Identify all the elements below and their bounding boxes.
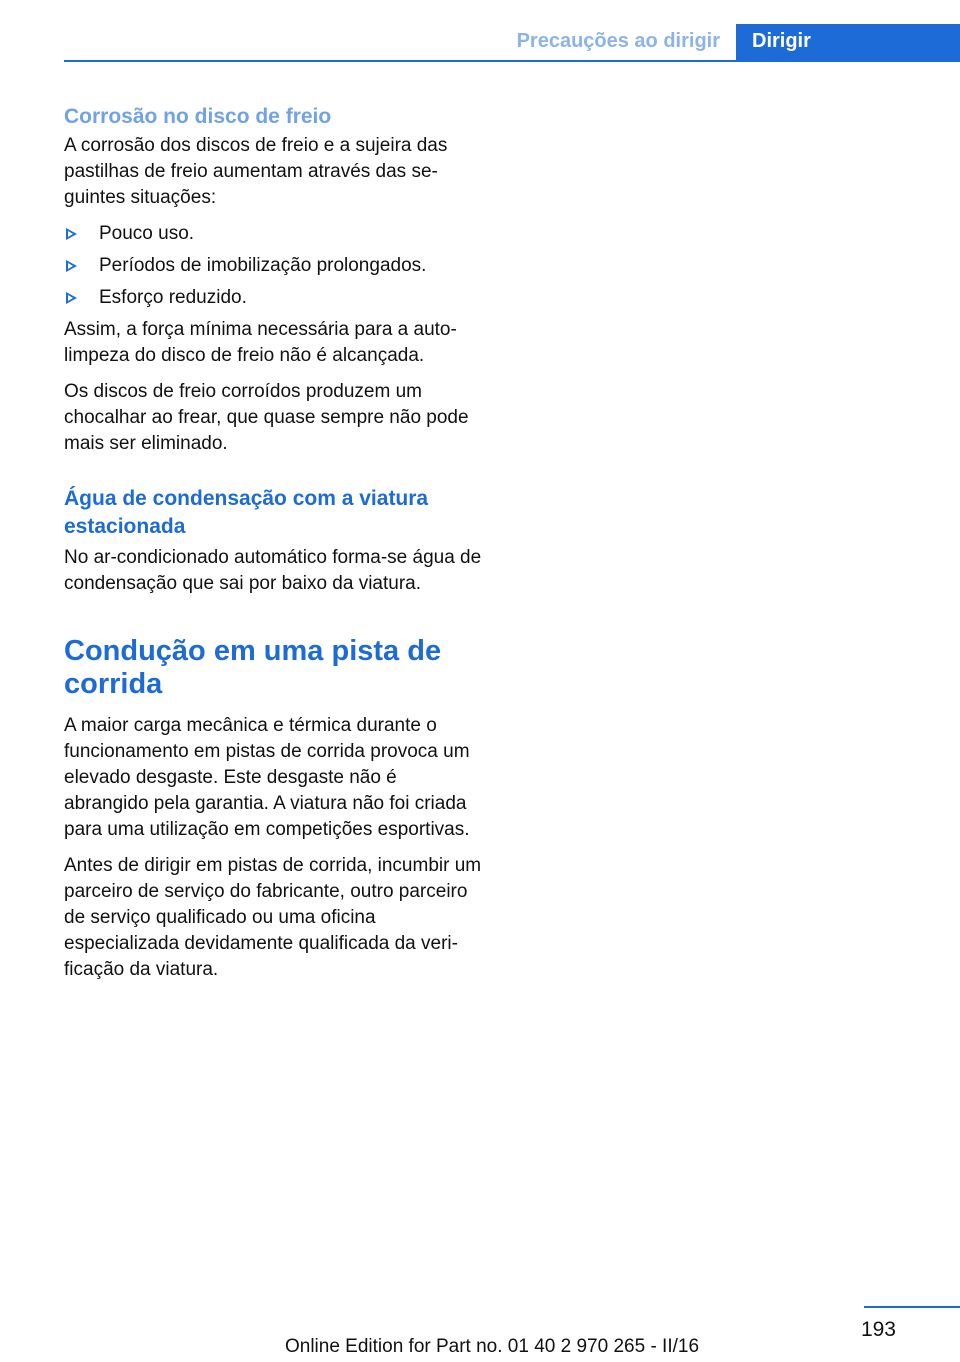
content-column [64,103,484,993]
list-item [64,221,484,247]
list-item [64,253,484,279]
brake-corrosion-paragraph-2: Assim, a força mínima necessária para a auto-limpeza do disco de freio não é alcançada. [64,319,457,366]
condensation-paragraph: No ar-condicionado automático forma-se água de condensação que sai por baixo da viatura. [64,547,482,594]
header-section-title: Precauções ao dirigir [516,30,720,52]
page-number: 193 [860,1318,896,1341]
race-track-paragraph-2: Antes de dirigir em pistas de corrida, incumbir um parceiro de serviço do fabricante, outro parceiro de serviço qualificado ou uma oficina especializada devidamente qualificada da verificação da viatura. [64,855,482,980]
brake-corrosion-paragraph-3: Os discos de freio corroídos produzem um chocalhar ao frear, que quase sempre não pode mais ser eliminado. [64,381,469,454]
page-header [64,24,960,62]
heading-brake-corrosion: Corrosão no disco de freio [64,105,332,128]
footer-rule [864,1306,960,1308]
brake-corrosion-list [64,221,484,311]
chapter-tab: Dirigir [736,24,960,62]
heading-condensation: Água de condensação com a viatura estacionada [64,487,429,538]
header-rule [64,60,960,62]
triangle-bullet-icon [66,260,77,272]
list-item-text: Períodos de imobilização prolongados. [99,255,427,276]
list-item-text: Pouco uso. [99,223,195,244]
list-item [64,285,484,311]
triangle-bullet-icon [66,292,77,304]
list-item-text: Esforço reduzido. [99,287,247,308]
footer-edition: Online Edition for Part no. 01 40 2 970 265 - II/16 [284,1336,700,1357]
race-track-paragraph-1: A maior carga mecânica e térmica durante o funcionamento em pistas de corrida provoca um elevado desgaste. Este desgaste não é abrangido pela garantia. A viatura não foi criada para uma utilização em competições esportivas. [64,715,470,840]
heading-race-track: Condução em uma pista de corrida [64,635,442,700]
triangle-bullet-icon [66,228,77,240]
brake-corrosion-intro: A corrosão dos discos de freio e a sujeira das pastilhas de freio aumentam através das seguintes situações: [64,135,448,208]
